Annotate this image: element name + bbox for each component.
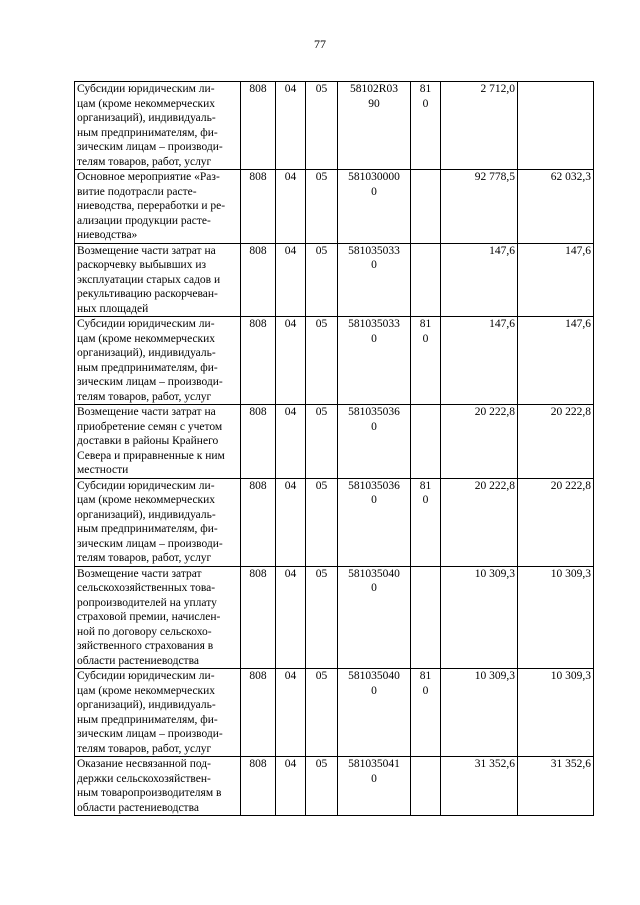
section-code-cell [276,317,306,405]
subsection-code-text: 05 [315,318,328,330]
item-name-text: Возмещение части затрат на приобретение семян с учетом доставки в районы Крайнего Севера и приравненные к ним местности [77,406,225,476]
item-name-cell [75,566,241,669]
ministry-code-cell [241,669,276,757]
subsection-code-text: 05 [315,758,328,770]
section-code-cell [276,170,306,244]
ministry-code-text: 808 [249,670,267,682]
amount-year2-cell [518,478,594,566]
amount-year1-text: 2 712,0 [480,83,515,95]
expense-type-cell [411,243,441,317]
subsection-code-cell [306,405,338,479]
ministry-code-cell [241,757,276,816]
table-row [75,170,594,244]
subsection-code-cell [306,478,338,566]
subsection-code-cell [306,566,338,669]
section-code-cell [276,757,306,816]
expense-type-cell [411,669,441,757]
amount-year1-cell [441,317,518,405]
item-name-cell [75,405,241,479]
table-row [75,757,594,816]
expense-type-text: 81 0 [419,670,432,697]
amount-year2-text: 31 352,6 [550,758,591,770]
item-name-cell [75,82,241,170]
ministry-code-cell [241,566,276,669]
expense-type-cell [411,170,441,244]
target-article-text: 581030000 0 [348,171,400,198]
target-article-cell [338,170,411,244]
item-name-cell [75,317,241,405]
amount-year2-cell [518,757,594,816]
section-code-text: 04 [284,318,297,330]
target-article-cell [338,669,411,757]
ministry-code-cell [241,317,276,405]
ministry-code-cell [241,478,276,566]
amount-year1-text: 10 309,3 [474,670,515,682]
target-article-text: 581035036 0 [348,406,400,433]
item-name-text: Субсидии юридическим ли- цам (кроме некоммерческих организаций), индивидуаль- ным предпринимателям, фи- зическим лицам – производи- телям товаров, работ, услуг [77,318,223,403]
amount-year1-cell [441,170,518,244]
target-article-text: 581035040 0 [348,670,400,697]
target-article-cell [338,317,411,405]
amount-year1-cell [441,669,518,757]
amount-year2-cell [518,317,594,405]
item-name-text: Оказание несвязанной под- держки сельскохозяйствен- ным товаропроизводителям в области растениеводства [77,758,222,814]
section-code-cell [276,405,306,479]
table-row [75,82,594,170]
amount-year2-cell [518,170,594,244]
amount-year1-cell [441,566,518,669]
amount-year1-cell [441,478,518,566]
amount-year2-cell [518,669,594,757]
expense-type-cell [411,757,441,816]
ministry-code-cell [241,405,276,479]
subsection-code-text: 05 [315,244,328,257]
item-name-cell [75,669,241,757]
item-name-cell [75,170,241,244]
subsection-code-text: 05 [315,670,328,682]
expense-type-cell [411,405,441,479]
amount-year2-text: 147,6 [565,318,591,330]
amount-year2-cell [518,566,594,669]
table-row [75,566,594,669]
target-article-text: 58102R03 90 [350,83,398,110]
target-article-cell [338,82,411,170]
amount-year2-text: 20 222,8 [550,479,591,492]
amount-year1-text: 147,6 [489,244,515,257]
ministry-code-text: 808 [249,171,267,183]
ministry-code-text: 808 [249,406,267,418]
expense-type-cell [411,82,441,170]
subsection-code-cell [306,669,338,757]
subsection-code-text: 05 [315,171,328,183]
section-code-cell [276,566,306,669]
item-name-cell [75,243,241,317]
item-name-text: Возмещение части затрат на раскорчевку выбывших из эксплуатации старых садов и рекультивацию раскорчеван- ных площадей [77,244,221,315]
item-name-text: Основное мероприятие «Раз- витие подотрасли расте- ниеводства, переработки и ре- ализации продукции расте- ниеводства» [77,171,226,241]
amount-year1-cell [441,82,518,170]
section-code-text: 04 [284,244,297,257]
table-row [75,669,594,757]
section-code-text: 04 [284,406,297,418]
target-article-text: 581035033 0 [348,244,400,271]
amount-year1-cell [441,757,518,816]
item-name-cell [75,757,241,816]
target-article-cell [338,243,411,317]
expense-type-cell [411,478,441,566]
item-name-text: Субсидии юридическим ли- цам (кроме некоммерческих организаций), индивидуаль- ным предпринимателям, фи- зическим лицам – производи- телям товаров, работ, услуг [77,479,223,564]
table-row [75,405,594,479]
section-code-text: 04 [284,479,297,492]
ministry-code-cell [241,243,276,317]
amount-year1-cell [441,243,518,317]
amount-year2-text: 10 309,3 [550,670,591,682]
target-article-cell [338,566,411,669]
ministry-code-cell [241,170,276,244]
target-article-text: 581035041 0 [348,758,400,785]
section-code-cell [276,82,306,170]
item-name-text: Возмещение части затрат сельскохозяйственных това- ропроизводителей на уплату страховой премии, начислен- ной по договору сельскохо- зяйственного страхования в области растениеводства [77,567,221,667]
table-row [75,478,594,566]
expense-type-text: 81 0 [419,83,432,110]
subsection-code-cell [306,757,338,816]
item-name-text: Субсидии юридическим ли- цам (кроме некоммерческих организаций), индивидуаль- ным предпринимателям, фи- зическим лицам – производи- телям товаров, работ, услуг [77,83,223,168]
amount-year2-cell [518,405,594,479]
ministry-code-text: 808 [249,83,267,95]
amount-year2-cell [518,243,594,317]
subsection-code-text: 05 [315,567,328,580]
subsection-code-text: 05 [315,479,328,492]
ministry-code-text: 808 [249,318,267,330]
ministry-code-text: 808 [249,479,267,492]
target-article-text: 581035036 0 [348,479,400,506]
item-name-cell [75,478,241,566]
section-code-text: 04 [284,567,297,580]
subsection-code-text: 05 [315,83,328,95]
amount-year1-text: 92 778,5 [474,171,515,183]
subsection-code-cell [306,243,338,317]
subsection-code-cell [306,170,338,244]
target-article-text: 581035033 0 [348,318,400,345]
target-article-text: 581035040 0 [348,567,400,594]
page-number: 77 [314,37,326,51]
expense-type-cell [411,317,441,405]
ministry-code-text: 808 [249,758,267,770]
table-row [75,317,594,405]
subsection-code-text: 05 [315,406,328,418]
section-code-cell [276,669,306,757]
section-code-text: 04 [284,83,297,95]
section-code-cell [276,478,306,566]
target-article-cell [338,405,411,479]
amount-year1-text: 20 222,8 [474,406,515,418]
amount-year2-cell [518,82,594,170]
subsection-code-cell [306,317,338,405]
target-article-cell [338,478,411,566]
table-row [75,243,594,317]
amount-year2-text: 20 222,8 [550,406,591,418]
section-code-text: 04 [284,670,297,682]
target-article-cell [338,757,411,816]
section-code-text: 04 [284,758,297,770]
amount-year1-text: 20 222,8 [474,479,515,492]
section-code-cell [276,243,306,317]
amount-year2-text: 147,6 [565,244,591,257]
item-name-text: Субсидии юридическим ли- цам (кроме некоммерческих организаций), индивидуаль- ным предпринимателям, фи- зическим лицам – производи- телям товаров, работ, услуг [77,670,223,755]
budget-table [74,81,594,816]
amount-year2-text: 62 032,3 [550,171,591,183]
subsection-code-cell [306,82,338,170]
amount-year1-text: 147,6 [489,318,515,330]
amount-year1-text: 31 352,6 [474,758,515,770]
ministry-code-text: 808 [249,567,267,580]
ministry-code-text: 808 [249,244,267,257]
expense-type-cell [411,566,441,669]
expense-type-text: 81 0 [419,318,432,345]
amount-year1-cell [441,405,518,479]
section-code-text: 04 [284,171,297,183]
expense-type-text: 81 0 [419,479,432,506]
amount-year1-text: 10 309,3 [474,567,515,580]
ministry-code-cell [241,82,276,170]
amount-year2-text: 10 309,3 [550,567,591,580]
